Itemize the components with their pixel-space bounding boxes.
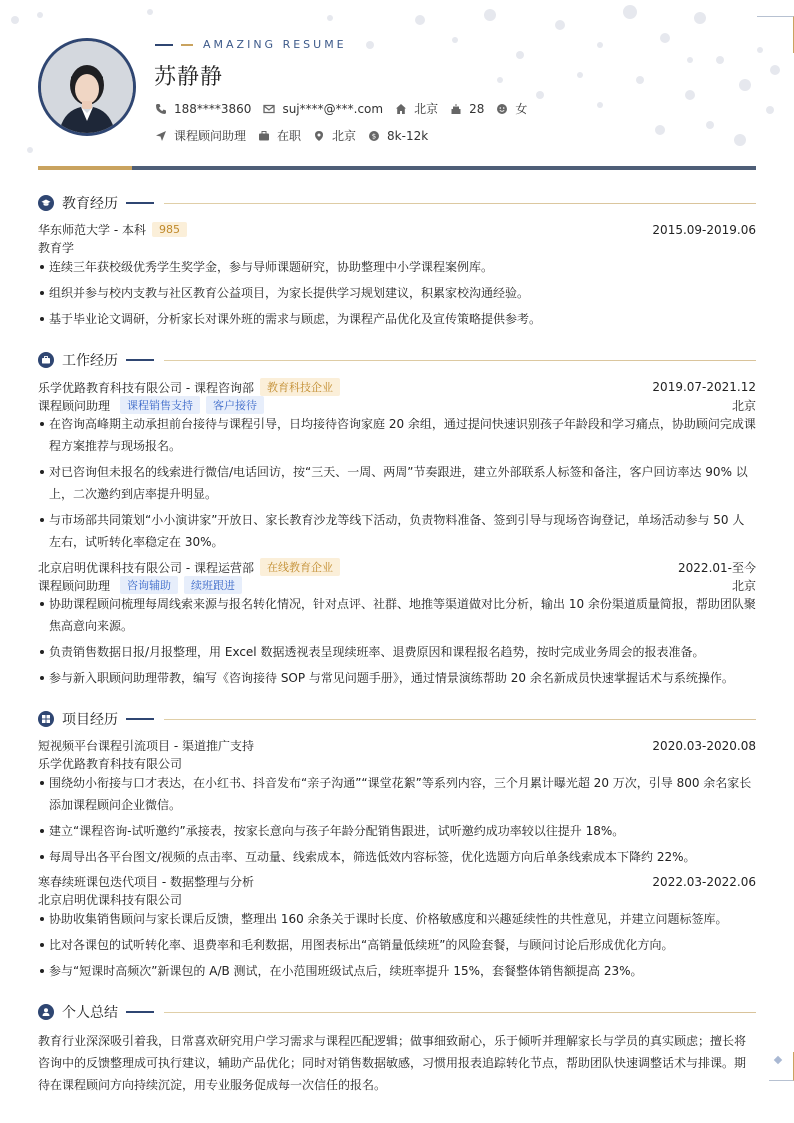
age-item	[450, 102, 484, 116]
smile-icon	[496, 103, 508, 115]
corner-decoration-bottom	[769, 1052, 794, 1081]
company-tag: 在线教育企业	[260, 558, 340, 576]
email-icon	[263, 103, 275, 115]
user-icon	[38, 1004, 54, 1020]
target-city-item	[313, 127, 356, 144]
gender-item	[496, 100, 527, 117]
cake-icon	[450, 103, 462, 115]
skill-tag: 客户接待	[206, 396, 264, 414]
section-dash	[126, 1011, 154, 1013]
tagline-line-navy	[155, 44, 173, 46]
work-location: 北京	[731, 398, 756, 413]
company-name: 北京启明优课科技有限公司 - 课程运营部	[38, 560, 254, 575]
work-role-row	[38, 576, 756, 594]
header-divider-bar	[38, 166, 756, 170]
major: 教育学	[38, 241, 75, 255]
section-line	[164, 719, 756, 720]
work-header	[38, 558, 756, 576]
work-header	[38, 378, 756, 396]
project-bullet: 参与“短课时高频次”新课包的 A/B 测试，在小范围班级试点后，续班率提升 15%，套餐整体销售额提高 23%。	[38, 960, 756, 982]
email-text: suj****@***.com	[282, 101, 384, 116]
phone-text: 188****3860	[174, 101, 252, 116]
section-title: 个人总结	[62, 1005, 118, 1021]
school-tag: 985	[152, 222, 187, 237]
education-bullet: 连续三年获校级优秀学生奖学金，参与导师课题研究，协助整理中小学课程案例库。	[38, 256, 756, 278]
project-bullet: 协助收集销售顾问与家长课后反馈，整理出 160 余条关于课时长度、价格敏感度和兴趣延续性的共性意见，并建立问题标签库。	[38, 908, 756, 930]
send-icon	[155, 130, 167, 142]
project-title: 寒春续班课包迭代项目 - 数据整理与分析	[38, 875, 254, 889]
project-header	[38, 873, 756, 890]
phone-icon	[155, 103, 167, 115]
salary-text: 8k-12k	[387, 128, 429, 143]
work-bullet: 对已咨询但未报名的线索进行微信/电话回访，按“三天、一周、两周”节奏跟进，建立外部联系人标签和备注，客户回访率达 90% 以上，二次邀约到店率提升明显。	[38, 461, 756, 505]
section-line	[164, 1012, 756, 1013]
education-bullet: 基于毕业论文调研，分析家长对课外班的需求与顾虑，为课程产品优化及宣传策略提供参考。	[38, 308, 756, 330]
work-bullet: 协助课程顾问梳理每周线索来源与报名转化情况，针对点评、社群、地推等渠道做对比分析，输出 10 余份渠道质量简报，帮助团队聚焦高意向来源。	[38, 593, 756, 637]
avatar	[38, 38, 136, 136]
grid-icon	[38, 711, 54, 727]
section-line	[164, 203, 756, 204]
work-bullet: 在咨询高峰期主动承担前台接待与课程引导，日均接待咨询家庭 20 余组，通过提问快速识别孩子年龄段和学习痛点，协助顾问完成课程方案推荐与现场报名。	[38, 413, 756, 457]
email-item	[263, 102, 383, 116]
age-text: 28	[469, 101, 485, 116]
svg-text:$: $	[371, 132, 377, 141]
section-title: 工作经历	[62, 353, 118, 369]
education-date: 2015.09-2019.06	[652, 222, 756, 237]
tagline-line-gold	[181, 44, 193, 46]
header-divider-accent	[38, 166, 132, 170]
role: 课程顾问助理	[38, 578, 111, 593]
phone-item	[155, 102, 251, 116]
section-dash	[126, 359, 154, 361]
work-role-row	[38, 396, 756, 414]
section-title: 教育经历	[62, 196, 118, 212]
work-location: 北京	[731, 578, 756, 593]
gender-text: 女	[515, 102, 528, 116]
education-major-row	[38, 239, 756, 256]
section-summary	[38, 1002, 756, 1022]
project-bullet: 比对各课包的试听转化率、退费率和毛利数据，用图表标出“高销量低续班”的风险套餐，与顾问讨论后形成优化方向。	[38, 934, 756, 956]
status-item	[258, 127, 301, 144]
money-icon	[368, 130, 380, 142]
skill-tag: 续班跟进	[184, 576, 242, 594]
school-name: 华东师范大学 - 本科	[38, 223, 146, 237]
project-date: 2022.03-2022.06	[652, 874, 756, 889]
section-dash	[126, 718, 154, 720]
work-bullet: 参与新入职顾问助理带教，编写《咨询接待 SOP 与常见问题手册》，通过情景演练帮助 20 余名新成员快速掌握话术与系统操作。	[38, 667, 756, 689]
role: 课程顾问助理	[38, 398, 111, 413]
tagline-text: AMAZING RESUME	[203, 38, 347, 51]
skill-tag: 咨询辅助	[120, 576, 178, 594]
company-tag: 教育科技企业	[260, 378, 340, 396]
section-work	[38, 350, 756, 370]
briefcase-icon	[38, 352, 54, 368]
location-pin-icon	[313, 130, 325, 142]
work-bullet: 负责销售数据日报/月报整理，用 Excel 数据透视表呈现续班率、退费原因和课程报名趋势，按时完成业务周会的报表准备。	[38, 641, 756, 663]
work-date: 2019.07-2021.12	[652, 380, 756, 394]
section-line	[164, 360, 756, 361]
target-city-text: 北京	[332, 129, 357, 143]
briefcase-icon	[258, 130, 270, 142]
graduation-cap-icon	[38, 195, 54, 211]
work-bullet: 与市场部共同策划“小小演讲家”开放日、家长教育沙龙等线下活动，负责物料准备、签到引导与现场咨询登记，单场活动参与 50 人左右，试听转化率稳定在 30%。	[38, 509, 756, 553]
project-bullet: 建立“课程咨询-试听邀约”承接表，按家长意向与孩子年龄分配销售跟进，试听邀约成功率较以往提升 18%。	[38, 820, 756, 842]
project-bullet: 每周导出各平台图文/视频的点击率、互动量、线索成本，筛选低效内容标签，优化选题方向后单条线索成本下降约 22%。	[38, 846, 756, 868]
section-dash	[126, 202, 154, 204]
education-header	[38, 221, 756, 238]
job-title-item	[155, 127, 246, 144]
project-org: 北京启明优课科技有限公司	[38, 893, 183, 907]
section-project	[38, 709, 756, 729]
project-org-row	[38, 755, 756, 772]
city-text: 北京	[414, 102, 439, 116]
salary-item	[368, 129, 428, 143]
contact-row	[155, 100, 539, 117]
job-intent-row	[155, 127, 440, 144]
education-bullet: 组织并参与校内支教与社区教育公益项目，为家长提供学习规划建议，积累家校沟通经验。	[38, 282, 756, 304]
project-title: 短视频平台课程引流项目 - 渠道推广支持	[38, 739, 254, 753]
company-name: 乐学优路教育科技有限公司 - 课程咨询部	[38, 380, 254, 395]
resume-tagline	[155, 38, 347, 51]
project-date: 2020.03-2020.08	[652, 738, 756, 753]
section-title: 项目经历	[62, 712, 118, 728]
status-text: 在职	[277, 129, 302, 143]
project-bullet: 围绕幼小衔接与口才表达，在小红书、抖音发布“亲子沟通”“课堂花絮”等系列内容，三个月累计曝光超 20 万次，引导 800 余名家长添加课程顾问企业微信。	[38, 772, 756, 816]
project-header	[38, 737, 756, 754]
skill-tag: 课程销售支持	[120, 396, 200, 414]
home-icon	[395, 103, 407, 115]
project-org: 乐学优路教育科技有限公司	[38, 757, 183, 771]
project-org-row	[38, 891, 756, 908]
candidate-name: 苏静静	[154, 65, 224, 90]
work-date: 2022.01-至今	[678, 560, 756, 575]
city-item	[395, 100, 438, 117]
job-title-text: 课程顾问助理	[174, 129, 247, 143]
avatar-photo	[41, 41, 133, 133]
summary-text: 教育行业深深吸引着我，日常喜欢研究用户学习需求与课程匹配逻辑；做事细致耐心，乐于倾听并理解家长与学员的真实顾虑；擅长将咨询中的反馈整理成可执行建议，辅助产品优化；同时对销售数据敏感，习惯用报表追踪转化节点，帮助团队快速调整话术与排课。期待在课程顾问方向持续沉淀，用专业服务促成每一次信任的报名。	[38, 1034, 747, 1092]
section-education	[38, 193, 756, 213]
corner-decoration-top	[757, 16, 794, 53]
